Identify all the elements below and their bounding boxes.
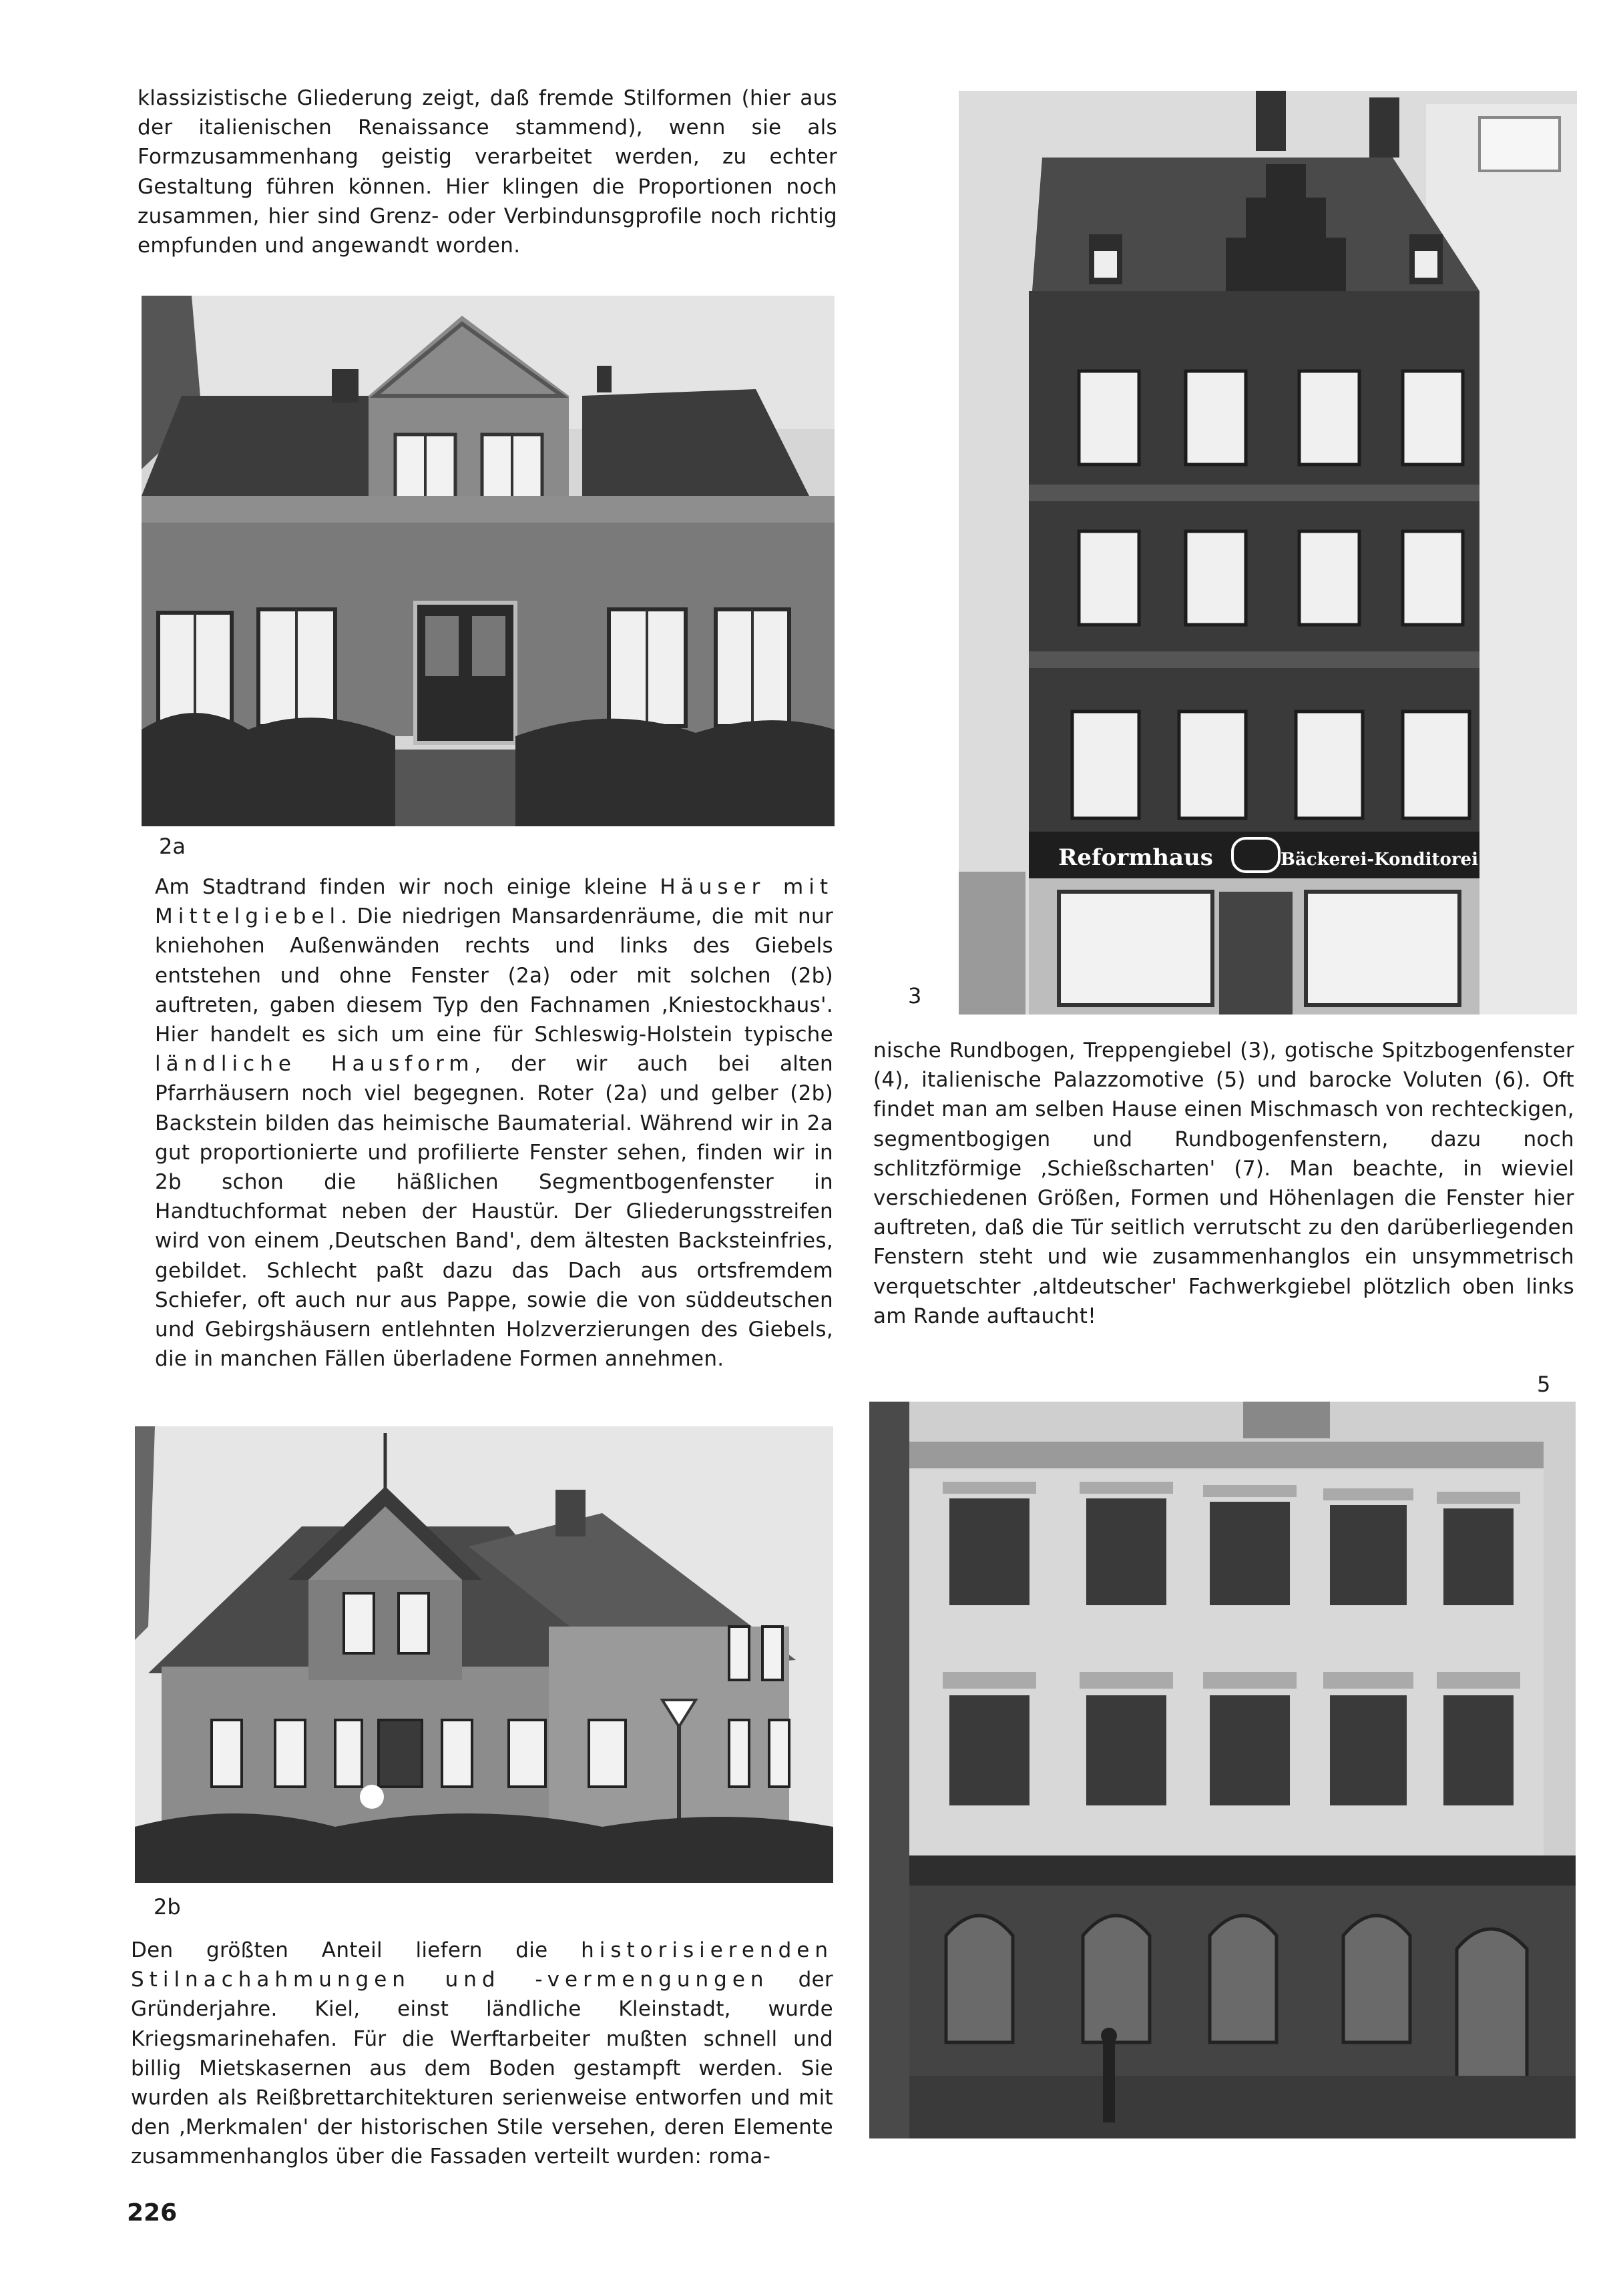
para2-text-3: , der wir auch bei alten Pfarrhäusern noch viel begegnen. Roter (2a) und gelber (2b) Backstein bilden das heimische Baumaterial. Während wir in 2a gut proportionierte und profilierte Fenster sehen, finden wir in 2b schon die häßlichen Segmentbogenfenster in Handtuchformat neben der Haustür. Der Gliederungsstreifen wird von einem ‚Deutschen Band', dem ältesten Backsteinfries, gebildet. Schlecht paßt dazu das Dach aus ortsfremdem Schiefer, oft auch nur aus Pappe, sowie die von süddeutschen und Gebirgshäusern entlehnten Holzverzierungen des Giebels, die in manchen Fällen überladene Formen annehmen.: [155, 1052, 833, 1372]
photo-3: [959, 91, 1577, 1015]
page-number: 226: [127, 2199, 178, 2227]
intro-paragraph: [138, 83, 837, 260]
para2-emphasis-1: Häuser mit Mittelgiebel: [155, 875, 834, 929]
shop-sign-baeckerei: Bäckerei-Konditorei: [1281, 850, 1478, 870]
para3-text-1: Den größten Anteil liefern die: [131, 1938, 582, 1962]
paragraph-mittelgiebel: [155, 872, 833, 1374]
intro-text: klassizistische Gliederung zeigt, daß fremde Stilformen (hier aus der italienischen Renaissance stammend), wenn sie als Formzusammenhang geistig verarbeitet werden, zu echter Gestaltung führen können. Hier klingen die Proportionen noch zusammen, hier sind Grenz- oder Verbindunsgprofile noch richtig empfunden und angewandt worden.: [138, 86, 837, 258]
para2-text-1: Am Stadtrand finden wir noch einige kleine: [155, 875, 660, 899]
para2-text-2: . Die niedrigen Mansardenräume, die mit nur kniehohen Außenwänden rechts und links des Giebels entstehen und ohne Fenster (2a) oder mit solchen (2b) auftreten, gaben diesem Typ den Fachnamen ‚Kniestockhaus'. Hier handelt es sich um eine für Schleswig-Holstein typische: [155, 904, 833, 1047]
para3-emphasis-1: historisierenden Stilnachahmungen und -vermengungen: [131, 1938, 833, 1992]
photo-5: [869, 1402, 1576, 2138]
para2-emphasis-2: ländliche Hausform: [155, 1052, 475, 1077]
caption-5: 5: [1537, 1372, 1551, 1397]
photo-2b: [135, 1426, 833, 1883]
caption-2b: 2b: [154, 1894, 181, 1920]
caption-2a: 2a: [159, 834, 186, 859]
paragraph-right: [873, 1036, 1574, 1331]
caption-3: 3: [908, 983, 922, 1009]
right-text: nische Rundbogen, Treppengiebel (3), gotische Spitzbogenfenster (4), italienische Palazzomotive (5) und barocke Voluten (6). Oft findet man am selben Hause einen Mischmasch von rechteckigen, segmentbogigen und Rundbogenfenstern, dazu noch schlitzförmige ‚Schießscharten' (7). Man beachte, in wieviel verschiedenen Größen, Formen und Höhenlagen die Fenster hier auftreten, daß die Tür seitlich verrutscht zu den darüberliegenden Fenstern steht und wie zusammenhanglos ein unsymmetrisch verquetschter ‚altdeutscher' Fachwerkgiebel plötzlich oben links am Rande auftaucht!: [873, 1039, 1574, 1328]
para3-text-2: der Gründerjahre. Kiel, einst ländliche Kleinstadt, wurde Kriegsmarinehafen. Für die Werftarbeiter mußten schnell und billig Mietskasernen aus dem Boden gestampft werden. Sie wurden als Reißbrettarchitekturen serienweise entworfen und mit den ‚Merkmalen' der historischen Stile versehen, deren Elemente zusammenhanglos über die Fassaden verteilt wurden: roma-: [131, 1968, 833, 2169]
photo-2a: [142, 296, 835, 826]
shop-sign-reformhaus: Reformhaus: [1058, 844, 1213, 871]
paragraph-historisierend: [131, 1936, 833, 2172]
